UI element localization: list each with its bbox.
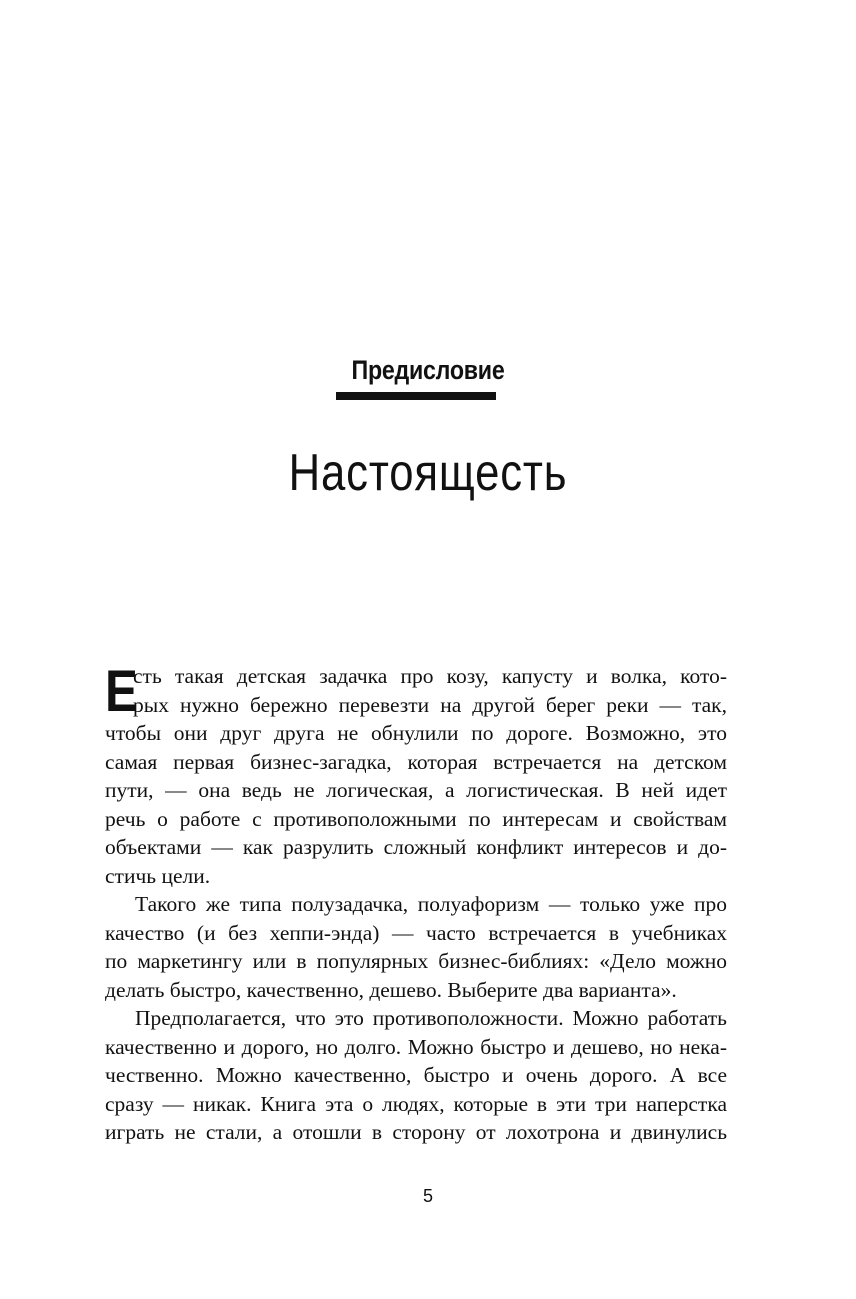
text-line: сть такая детская задачка про козу, капусту и волка, кото- xyxy=(133,664,727,688)
text-line: рых нужно бережно перевезти на другой берег реки — так, xyxy=(133,692,727,717)
text-line: качество (и без хеппи-энда) — часто встречается в учебниках xyxy=(105,920,727,945)
text-line: по маркетингу или в популярных бизнес-библиях: «Дело можно xyxy=(105,949,727,973)
text-line: чественно. Можно качественно, быстро и очень дорого. А все xyxy=(105,1063,727,1087)
text-line: самая первая бизнес-загадка, которая встречается на детском xyxy=(105,749,727,774)
section-label: Предисловие xyxy=(351,355,505,385)
chapter-title: Настоящесть xyxy=(288,444,568,502)
text-line: чтобы они друг друга не обнулили по дороге. Возможно, это xyxy=(105,721,727,745)
page-number: 5 xyxy=(422,1186,433,1206)
text-line: речь о работе с противоположными по интересам и свойствам xyxy=(105,806,727,831)
text-line: играть не стали, а отошли в сторону от лохотрона и двинулись xyxy=(105,1120,727,1144)
text-line: качественно и дорого, но долго. Можно быстро и дешево, но нека- xyxy=(105,1034,727,1059)
text-line: сразу — никак. Книга эта о людях, которые в эти три наперстка xyxy=(105,1091,727,1116)
text-line: делать быстро, качественно, дешево. Выберите два варианта». xyxy=(105,977,677,1002)
drop-cap: Е xyxy=(105,659,138,724)
text-line: стичь цели. xyxy=(105,863,211,888)
text-line: объектами — как разрулить сложный конфликт интересов и до- xyxy=(105,835,727,859)
text-line: Предполагается, что это противоположности. Можно работать xyxy=(135,1006,727,1030)
body-text xyxy=(105,659,727,1147)
text-line: Такого же типа полузадачка, полуафоризм — только уже про xyxy=(135,892,727,916)
section-underline xyxy=(336,392,496,400)
text-line: пути, — она ведь не логическая, а логистическая. В ней идет xyxy=(105,778,727,802)
